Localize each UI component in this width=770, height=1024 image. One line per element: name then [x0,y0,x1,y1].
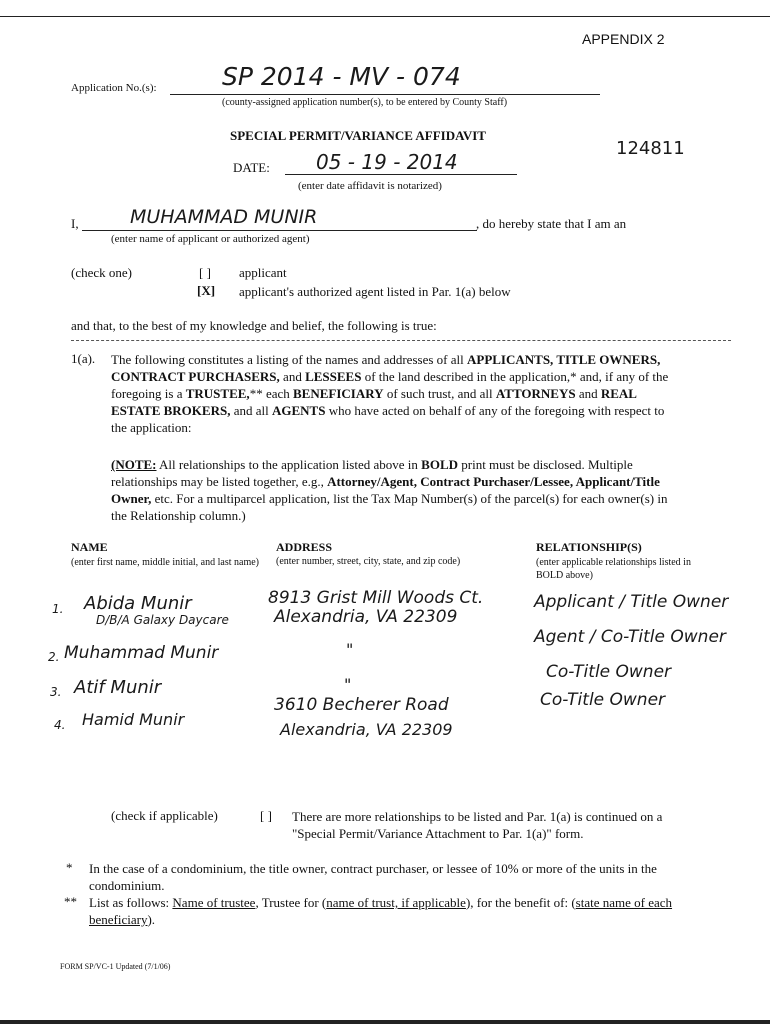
date-value: 05 - 19 - 2014 [316,150,458,174]
date-label: DATE: [233,160,270,175]
row-name: Abida Munir [84,593,192,614]
form-id: FORM SP/VC-1 Updated (7/1/06) [60,962,171,971]
row-name: Hamid Munir [82,710,185,729]
row-relationship: Agent / Co-Title Owner [534,627,726,647]
row-name-secondary: D/B/A Galaxy Daycare [96,613,229,627]
address-column-title: ADDRESS [276,540,333,554]
relationship-column-title: RELATIONSHIP(S) [536,540,642,554]
name-column-title: NAME [71,540,108,554]
row-number: 3. [50,685,62,699]
address-column-subtitle: (enter number, street, city, state, and zip code) [276,556,461,567]
application-number-value: SP 2014 - MV - 074 [222,62,461,91]
row-address: " [346,640,354,659]
row-address: 3610 Becherer Road [274,695,449,715]
true-statement: and that, to the best of my knowledge and belief, the following is true: [71,318,437,333]
continuation-text: There are more relationships to be listed and Par. 1(a) is continued on a "Special Permit/Variance Attachment to Par. 1(a)" form. [292,809,663,841]
appendix-label: APPENDIX 2 [582,31,665,47]
relationship-column-subtitle: (enter applicable relationships listed in BOLD above) [536,557,691,581]
continuation-label: (check if applicable) [111,808,218,823]
declarant-name-value: MUHAMMAD MUNIR [130,206,318,228]
date-caption: (enter date affidavit is notarized) [298,180,442,192]
scan-top-edge [0,16,770,17]
paragraph-1a-number: 1(a). [71,351,96,366]
row-name: Muhammad Munir [64,643,219,663]
statement-divider [71,340,731,341]
form-title: SPECIAL PERMIT/VARIANCE AFFIDAVIT [230,128,486,143]
footnote-two: List as follows: Name of trustee, Trustee for (name of trust, if applicable), for the benefit of: (state name of each beneficiary). [89,895,673,927]
row-number: 1. [52,602,64,616]
row-address-secondary: Alexandria, VA 22309 [280,720,453,739]
row-number: 2. [48,650,60,664]
declarant-prefix: I, [71,216,79,231]
application-number-line [170,94,600,95]
name-column-subtitle: (enter first name, middle initial, and last name) [71,557,259,568]
application-number-caption: (county-assigned application number(s), to be entered by County Staff) [222,97,508,108]
row-address-secondary: Alexandria, VA 22309 [274,607,458,627]
application-number-label: Application No.(s): [71,82,157,94]
row-address: " [344,675,352,694]
footnote-two-mark: ** [64,894,77,909]
agent-checkbox[interactable]: [X] [197,283,216,298]
applicant-checkbox[interactable]: [ ] [199,265,211,280]
footnote-one: In the case of a condominium, the title owner, contract purchaser, or lessee of 10% or more of the units in the condominium. [89,861,657,893]
applicant-option-label: applicant [239,265,287,280]
paragraph-1a: The following constitutes a listing of the names and addresses of all APPLICANTS, TITLE OWNERS, CONTRACT PURCHASERS, and LESSEES of the land described in the application,* and, if any of the foregoing is a TRUSTEE,** each BENEFICIARY of such trust, and all ATTORNEYS and REAL ESTATE BROKERS, and all AGENTS who have acted on behalf of any of the foregoing with respect to the application: [111,352,669,435]
row-relationship: Applicant / Title Owner [534,592,729,612]
declarant-caption: (enter name of applicant or authorized agent) [111,233,310,245]
check-one-label: (check one) [71,265,132,280]
continuation-checkbox[interactable]: [ ] [260,808,272,823]
agent-option-label: applicant's authorized agent listed in Par. 1(a) below [239,284,511,299]
declarant-suffix: , do hereby state that I am an [476,216,627,231]
date-line [285,174,517,175]
footnote-one-mark: * [66,860,73,875]
scan-bottom-edge [0,1020,770,1024]
note-paragraph: (NOTE: All relationships to the application listed above in BOLD print must be disclosed. Multiple relationships may be listed together, e.g., Attorney/Agent, Contract Purchaser/Lessee, Applicant/Title Owner, etc. For a multiparcel application, list the Tax Map Number(s) of the parcel(s) for each owner(s) in the Relationship column.) [111,457,668,523]
stamp-number: 124811 [616,138,685,159]
row-number: 4. [54,718,66,732]
row-relationship: Co-Title Owner [540,690,666,710]
row-relationship: Co-Title Owner [546,662,672,682]
row-name: Atif Munir [74,677,162,698]
declarant-name-line [82,230,477,231]
row-address: 8913 Grist Mill Woods Ct. [268,588,484,608]
